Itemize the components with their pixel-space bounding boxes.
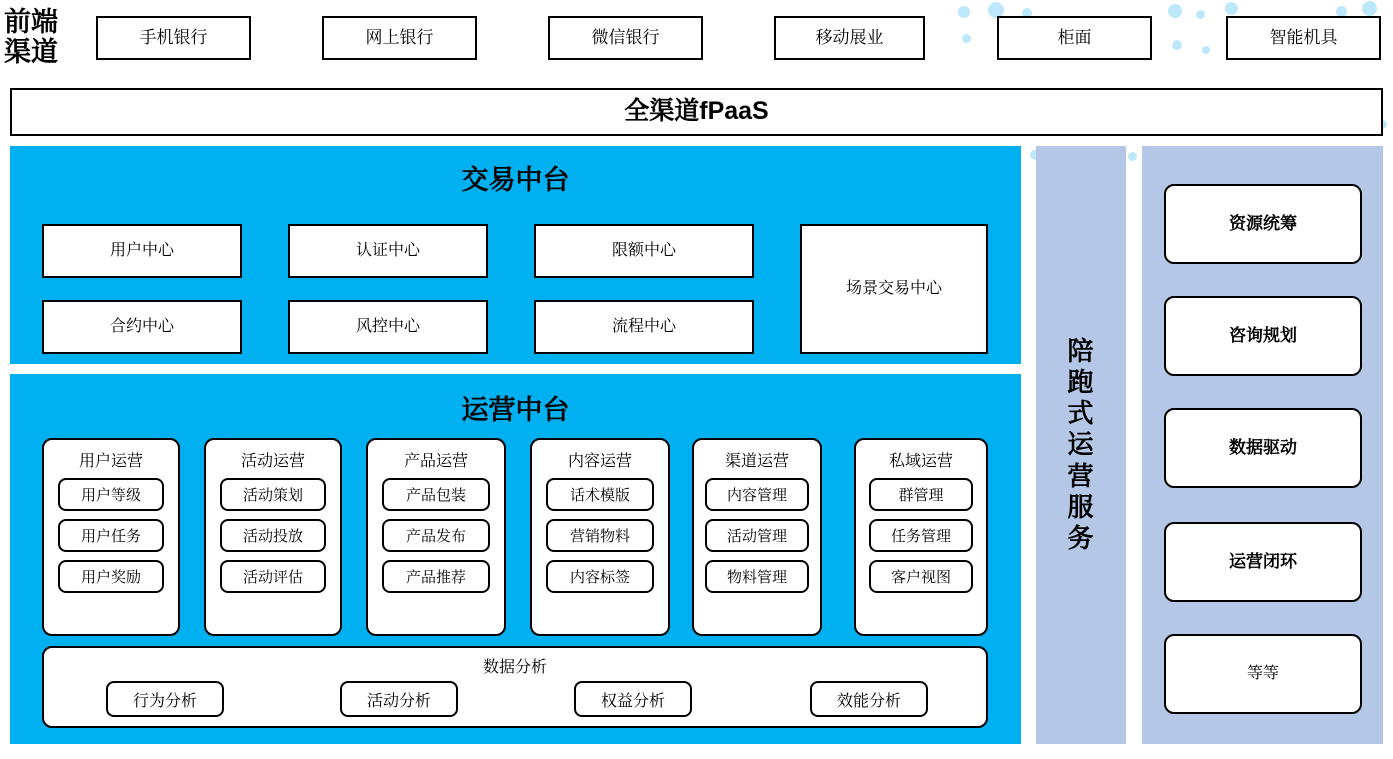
ops-item[interactable]: 产品包装 (382, 478, 490, 511)
accompany-service-text: 陪跑式运营服务 (1067, 335, 1095, 553)
data-analysis-item[interactable]: 行为分析 (106, 681, 224, 717)
ops-column-title: 私域运营 (888, 453, 953, 470)
trade-box-contract-center[interactable]: 合约中心 (42, 300, 242, 354)
ops-column-title: 内容运营 (567, 453, 632, 470)
trade-box-user-center[interactable]: 用户中心 (42, 224, 242, 278)
trade-box-scene-trade-center[interactable]: 场景交易中心 (800, 224, 988, 354)
decorative-dot (1196, 10, 1205, 19)
ops-center-title: 运营中台 (461, 395, 570, 425)
trade-box-process-center[interactable]: 流程中心 (534, 300, 754, 354)
front-channel-label (4, 2, 82, 72)
ops-item[interactable]: 活动投放 (220, 519, 326, 552)
channel-item-smart-machine[interactable]: 智能机具 (1226, 16, 1381, 60)
ops-item[interactable]: 客户视图 (869, 560, 973, 593)
decorative-dot (1362, 1, 1377, 16)
ops-column-title: 产品运营 (403, 453, 468, 470)
trade-box-limit-center[interactable]: 限额中心 (534, 224, 754, 278)
data-analysis-item[interactable]: 活动分析 (340, 681, 458, 717)
trade-box-riskctl-center[interactable]: 风控中心 (288, 300, 488, 354)
service-item-ops-closed-loop[interactable]: 运营闭环 (1164, 522, 1362, 602)
channel-item-mobile-bank[interactable]: 手机银行 (96, 16, 251, 60)
ops-item[interactable]: 用户奖励 (58, 560, 164, 593)
channel-item-wechat-bank[interactable]: 微信银行 (548, 16, 703, 60)
ops-column-title: 活动运营 (240, 453, 305, 470)
decorative-dot (1202, 46, 1210, 54)
ops-item[interactable]: 内容标签 (546, 560, 654, 593)
decorative-dot (1172, 40, 1182, 50)
ops-column-product (366, 438, 506, 636)
service-item-etc[interactable]: 等等 (1164, 634, 1362, 714)
ops-item[interactable]: 产品发布 (382, 519, 490, 552)
decorative-dot (958, 6, 970, 18)
ops-column-content (530, 438, 670, 636)
service-item-data-driven[interactable]: 数据驱动 (1164, 408, 1362, 488)
ops-item[interactable]: 任务管理 (869, 519, 973, 552)
accompany-service-label (1036, 146, 1126, 744)
decorative-dot (1168, 4, 1182, 18)
trade-center-title: 交易中台 (461, 165, 570, 195)
ops-item[interactable]: 营销物料 (546, 519, 654, 552)
decorative-dot (1128, 152, 1137, 161)
data-analysis-item[interactable]: 效能分析 (810, 681, 928, 717)
ops-item[interactable]: 用户等级 (58, 478, 164, 511)
ops-item[interactable]: 活动管理 (705, 519, 809, 552)
ops-item[interactable]: 活动评估 (220, 560, 326, 593)
service-item-consulting-planning[interactable]: 咨询规划 (1164, 296, 1362, 376)
data-analysis-title: 数据分析 (482, 659, 547, 676)
channel-item-online-bank[interactable]: 网上银行 (322, 16, 477, 60)
decorative-dot (962, 34, 971, 43)
ops-column-title: 渠道运营 (724, 453, 789, 470)
ops-item[interactable]: 话术模版 (546, 478, 654, 511)
ops-item[interactable]: 群管理 (869, 478, 973, 511)
ops-column-user (42, 438, 180, 636)
trade-box-auth-center[interactable]: 认证中心 (288, 224, 488, 278)
ops-column-activity (204, 438, 342, 636)
service-item-resource-coordination[interactable]: 资源统筹 (1164, 184, 1362, 264)
ops-column-title: 用户运营 (78, 453, 143, 470)
decorative-dot (1225, 2, 1238, 15)
ops-item[interactable]: 活动策划 (220, 478, 326, 511)
data-analysis-panel (42, 646, 988, 728)
ops-column-private-domain (854, 438, 988, 636)
ops-item[interactable]: 内容管理 (705, 478, 809, 511)
channel-item-mobile-business[interactable]: 移动展业 (774, 16, 925, 60)
ops-column-channel (692, 438, 822, 636)
fpaas-bar: 全渠道fPaaS (10, 88, 1383, 136)
front-channel-label-line2: 渠道 (4, 37, 58, 67)
data-analysis-item[interactable]: 权益分析 (574, 681, 692, 717)
ops-item[interactable]: 物料管理 (705, 560, 809, 593)
ops-item[interactable]: 用户任务 (58, 519, 164, 552)
ops-item[interactable]: 产品推荐 (382, 560, 490, 593)
channel-item-counter[interactable]: 柜面 (997, 16, 1152, 60)
front-channel-label-line1: 前端 (4, 6, 58, 37)
